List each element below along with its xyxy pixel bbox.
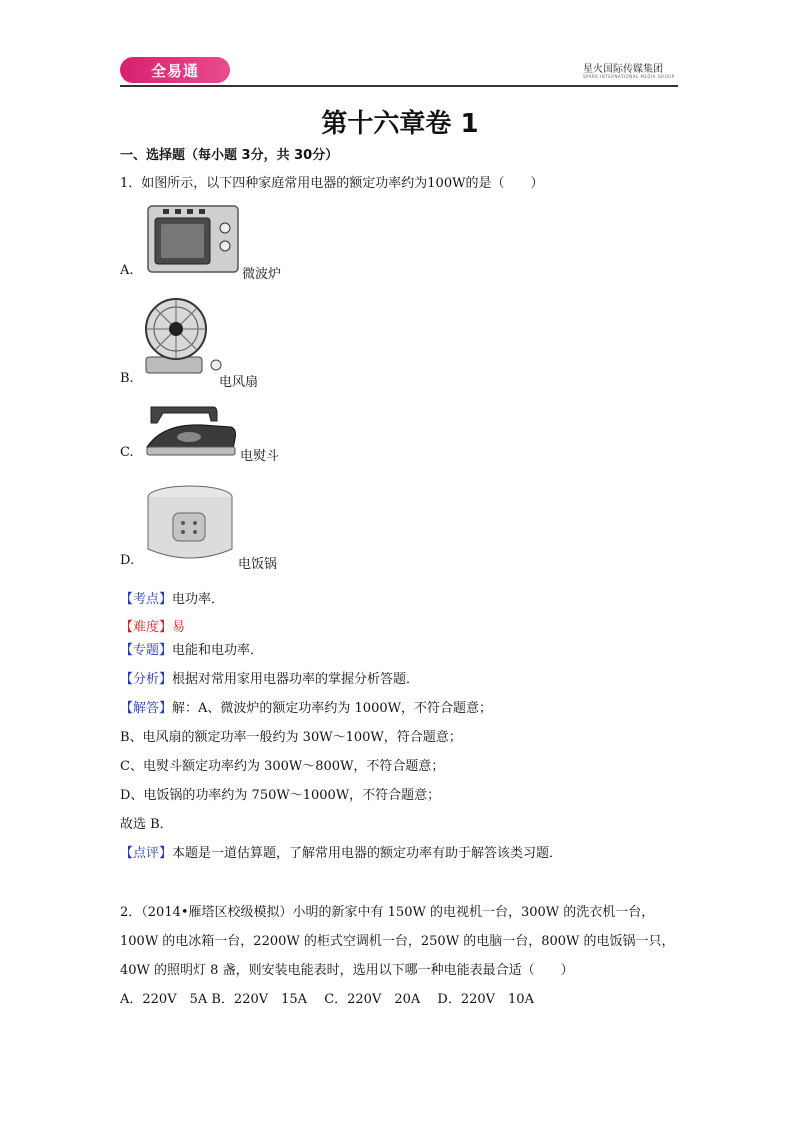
fenxi-text: 根据对常用家用电器功率的掌握分析答题． — [172, 672, 420, 687]
logo-text: 全易通 — [150, 61, 199, 80]
answer-line: 故选 B． — [120, 817, 173, 832]
kaodian-row — [120, 588, 224, 607]
jieda-text: 解：A、微波炉的额定功率约为 1000W，不符合题意； — [172, 701, 492, 716]
section-heading: 一、选择题（每小题 3分，共 30分） — [120, 148, 339, 163]
solution-line-c: C、电熨斗额定功率约为 300W～800W，不符合题意； — [120, 759, 445, 774]
question-2-line-3: 40W 的照明灯 8 盏，则安装电能表时，选用以下哪一种电能表最合适（ ） — [120, 963, 574, 978]
jieda-row — [120, 697, 492, 716]
publisher-name: 星火国际传媒集团 — [583, 64, 663, 75]
option-a-label: 微波炉 — [242, 267, 282, 282]
nandu-text: 易 — [172, 620, 186, 635]
nandu-tag: 【难度】 — [120, 620, 173, 635]
publisher-subtitle: SPARK INTERNATIONAL MEDIA GROUP — [583, 74, 675, 79]
kaodian-text: 电功率． — [172, 592, 225, 607]
fenxi-row — [120, 668, 419, 687]
kaodian-tag: 【考点】 — [120, 592, 173, 607]
option-b-letter: B. — [120, 371, 134, 386]
header-divider — [120, 85, 678, 87]
option-c-letter: C. — [120, 445, 134, 460]
dianping-row — [120, 842, 562, 861]
electric-fan-image — [140, 293, 225, 378]
brand-logo — [120, 57, 230, 83]
microwave-image — [143, 198, 243, 278]
page-title: 第十六章卷 1 — [321, 109, 479, 139]
option-d-letter: D. — [120, 553, 135, 568]
nandu-row — [120, 616, 185, 635]
solution-line-d: D、电饭锅的功率约为 750W～1000W，不符合题意； — [120, 788, 441, 803]
option-b-label: 电风扇 — [219, 375, 259, 390]
option-d-label: 电饭锅 — [238, 557, 278, 572]
question-2-options: A．220V 5A B．220V 15A C．220V 20A D．220V 10A — [120, 992, 534, 1007]
dianping-text: 本题是一道估算题，了解常用电器的额定功率有助于解答该类习题． — [172, 846, 563, 861]
rice-cooker-image — [143, 483, 238, 568]
solution-line-b: B、电风扇的额定功率一般约为 30W～100W，符合题意； — [120, 730, 462, 745]
option-c-label: 电熨斗 — [240, 449, 280, 464]
fenxi-tag: 【分析】 — [120, 672, 173, 687]
question-2-line-2: 100W 的电冰箱一台，2200W 的柜式空调机一台，250W 的电脑一台，800W 的电饭锅一只， — [120, 934, 675, 949]
option-a-letter: A. — [120, 263, 134, 278]
jieda-tag: 【解答】 — [120, 701, 173, 716]
zhuanti-row — [120, 639, 263, 658]
dianping-tag: 【点评】 — [120, 846, 173, 861]
zhuanti-text: 电能和电功率． — [172, 643, 264, 658]
zhuanti-tag: 【专题】 — [120, 643, 173, 658]
question-1-stem: 1．如图所示，以下四种家庭常用电器的额定功率约为100W的是（ ） — [120, 176, 544, 191]
electric-iron-image — [143, 403, 238, 461]
question-2-line-1: 2．（2014•雁塔区校级模拟）小明的新家中有 150W 的电视机一台，300W 的洗衣机一台， — [120, 905, 655, 920]
